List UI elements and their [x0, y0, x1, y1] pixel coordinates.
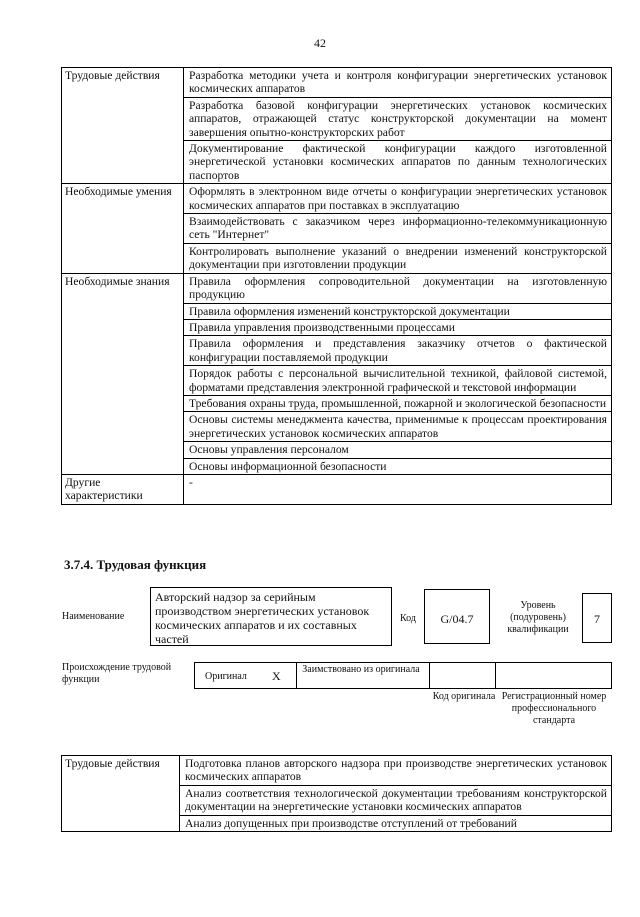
level-value: 7: [594, 612, 600, 626]
code-value: G/04.7: [440, 612, 474, 626]
table-row: [62, 756, 612, 786]
code-value-box: [424, 589, 490, 644]
borrowed-label: Заимствовано из оригинала: [302, 664, 420, 675]
row-item-text: Правила оформления сопроводительной документации на изготовленную продукцию: [184, 273, 612, 303]
name-value: Авторский надзор за серийным производством энергетических установок космических аппаратов и их составных частей: [155, 590, 370, 646]
name-value-box: [150, 587, 392, 646]
row-item-text: Основы системы менеджмента качества, применимые к процессам проектирования энергетических установок космических аппаратов: [184, 412, 612, 442]
row-item-text: Порядок работы с персональной вычислительной техникой, файловой системой, форматами представления электронной графической и текстовой информации: [184, 366, 612, 396]
row-group-label: Необходимые умения: [62, 184, 184, 273]
row-group-label: Другие характеристики: [62, 474, 184, 504]
row-item-text: Основы управления персоналом: [184, 442, 612, 458]
name-label: Наименование: [62, 611, 125, 622]
table-row: [62, 474, 612, 504]
row-group-label: Трудовые действия: [62, 68, 184, 184]
row-item-text: Подготовка планов авторского надзора при производстве энергетических установок космических аппаратов: [180, 756, 612, 786]
labor-actions-table: [61, 755, 612, 832]
origin-row: [194, 662, 612, 689]
origin-divider-1: [296, 663, 297, 688]
original-mark: X: [272, 669, 281, 683]
row-item-text: Взаимодействовать с заказчиком через информационно-телекоммуникационную сеть "Интернет": [184, 214, 612, 244]
origin-label: Происхождение трудовой функции: [62, 662, 172, 685]
row-item-text: Правила оформления изменений конструкторской документации: [184, 303, 612, 319]
row-item-text: Контролировать выполнение указаний о внедрении изменений конструкторской документации при изготовлении продукции: [184, 243, 612, 273]
code-label: Код: [400, 613, 416, 624]
row-item-text: Анализ допущенных при производстве отступлений от требований: [180, 815, 612, 831]
code-original-caption: Код оригинала: [432, 691, 496, 702]
row-item-text: Оформлять в электронном виде отчеты о конфигурации энергетических установок космических аппаратов при поставках в эксплуатацию: [184, 184, 612, 214]
row-item-text: Документирование фактической конфигурации каждого изготовленной энергетической установки космических аппаратов по данным технологических паспортов: [184, 141, 612, 184]
row-item-text: Разработка базовой конфигурации энергетических установок космических аппаратов, отражающей статус конструкторской документации на момент завершения опытно-конструкторских работ: [184, 97, 612, 140]
row-item-text: Требования охраны труда, промышленной, пожарной и экологической безопасности: [184, 395, 612, 411]
table-row: [62, 68, 612, 98]
competency-table: [61, 67, 612, 505]
reg-number-caption: Регистрационный номер профессионального стандарта: [501, 691, 607, 726]
row-item-text: Разработка методики учета и контроля конфигурации энергетических установок космических аппаратов: [184, 68, 612, 98]
table-row: [62, 184, 612, 214]
origin-divider-3: [495, 663, 496, 688]
row-item-text: Правила управления производственными процессами: [184, 319, 612, 335]
original-label: Оригинал: [205, 671, 247, 682]
level-label: Уровень (подуровень) квалификации: [507, 600, 569, 635]
origin-divider-2: [429, 663, 430, 688]
page-number: 42: [314, 36, 326, 50]
section-title: 3.7.4. Трудовая функция: [64, 557, 207, 572]
level-value-box: [582, 593, 612, 643]
row-item-text: Основы информационной безопасности: [184, 458, 612, 474]
row-group-label: Необходимые знания: [62, 273, 184, 474]
row-group-label: Трудовые действия: [62, 756, 180, 832]
row-item-text: Правила оформления и представления заказчику отчетов о фактической конфигурации поставляемой продукции: [184, 336, 612, 366]
table-row: [62, 273, 612, 303]
row-item-text: Анализ соответствия технологической документации требованиям конструкторской документации на энергетические установки космических аппаратов: [180, 785, 612, 815]
row-item-text: -: [184, 474, 612, 504]
